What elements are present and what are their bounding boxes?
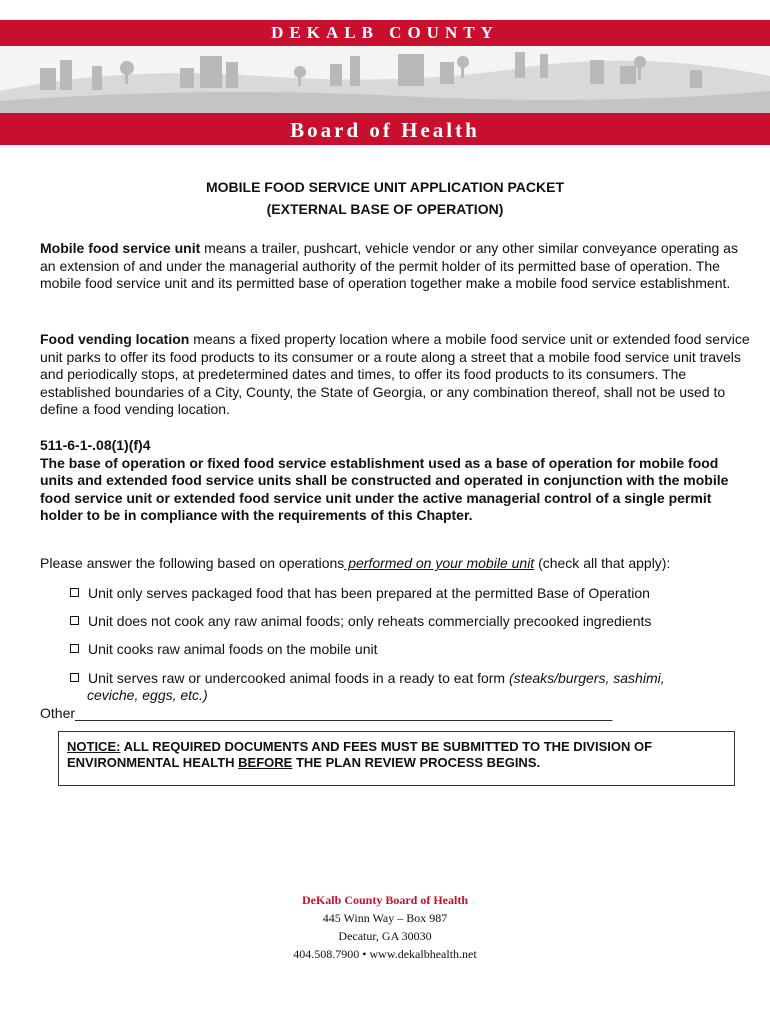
notice-before: BEFORE [238, 755, 293, 770]
question-prefix: Please answer the following based on operations [40, 555, 345, 571]
footer-contact: 404.508.7900 • www.dekalbhealth.net [293, 947, 477, 961]
question-prompt [40, 555, 754, 573]
question-suffix: (check all that apply): [534, 555, 671, 571]
definition-vending-location [40, 331, 754, 419]
checkbox-icon[interactable] [70, 616, 79, 625]
question-emphasis: performed on your mobile unit [344, 555, 535, 571]
board-name: Board of Health [0, 113, 770, 145]
rule-block [40, 437, 754, 525]
option-label: Unit serves raw or undercooked animal foods in a ready to eat form [88, 670, 506, 686]
header-banner [0, 0, 770, 146]
definition-mobile-unit [40, 240, 754, 293]
definition-term: Food vending location [40, 331, 190, 347]
skyline-illustration [0, 46, 770, 113]
checkbox-icon[interactable] [70, 644, 79, 653]
packet-title: MOBILE FOOD SERVICE UNIT APPLICATION PACKET [205, 179, 565, 195]
option-serves-raw[interactable] [70, 670, 665, 704]
packet-subtitle: (EXTERNAL BASE OF OPERATION) [266, 201, 504, 217]
county-name: DEKALB COUNTY [0, 20, 770, 46]
checkbox-icon[interactable] [70, 588, 79, 597]
notice-text: ALL REQUIRED DOCUMENTS AND FEES MUST BE SUBMITTED TO THE DIVISION OF ENVIRONMENTAL HEALTH [67, 739, 653, 770]
rule-code: 511-6-1-.08(1)(f)4 [40, 437, 151, 453]
option-examples-cont: ceviche, eggs, etc.) [87, 687, 208, 703]
notice-box [58, 731, 735, 786]
footer [0, 891, 770, 963]
option-examples: (steaks/burgers, sashimi, [509, 670, 665, 686]
rule-text: The base of operation or fixed food service establishment used as a base of operation for mobile food units and extended food service units shall be constructed and operated in conjunction with the mobile food service unit or extended food service unit under the active managerial control of a single permit holder to be in compliance with the requirements of this Chapter. [40, 454, 729, 523]
footer-org: DeKalb County Board of Health [301, 893, 468, 907]
option-packaged-food[interactable] [70, 585, 650, 602]
option-label: Unit only serves packaged food that has been prepared at the permitted Base of Operation [88, 585, 650, 601]
definition-text: means a trailer, pushcart, vehicle vendor or any other similar conveyance operating as an extension of and under the managerial authority of the permit holder of its permitted base of operation. The mobile food service unit and its permitted base of operation together make a mobile food service establishment. [40, 240, 738, 291]
definition-term: Mobile food service unit [40, 240, 201, 256]
footer-address-line2: Decatur, GA 30030 [338, 929, 432, 943]
notice-label: NOTICE: [67, 739, 121, 754]
option-label: Unit does not cook any raw animal foods; only reheats commercially precooked ingredients [88, 613, 652, 629]
notice-text-end: THE PLAN REVIEW PROCESS BEGINS. [292, 755, 541, 770]
option-cooks-raw[interactable] [70, 641, 377, 658]
footer-address-line1: 445 Winn Way – Box 987 [322, 911, 448, 925]
definition-text: means a fixed property location where a mobile food service unit or extended food service unit parks to offer its food products to its consumer or a route along a street that a mobile food service unit travels and periodically stops, at predetermined dates and times, to offer its food products to its consumers. The established boundaries of a City, County, the State of Georgia, or any combination thereof, shall not be used to define a food vending location. [40, 331, 750, 417]
option-label: Unit cooks raw animal foods on the mobile unit [88, 641, 378, 657]
checkbox-icon[interactable] [70, 673, 79, 682]
other-field[interactable]: Other_____________________________________________________________________ [40, 705, 613, 721]
option-reheats-only[interactable] [70, 613, 651, 630]
